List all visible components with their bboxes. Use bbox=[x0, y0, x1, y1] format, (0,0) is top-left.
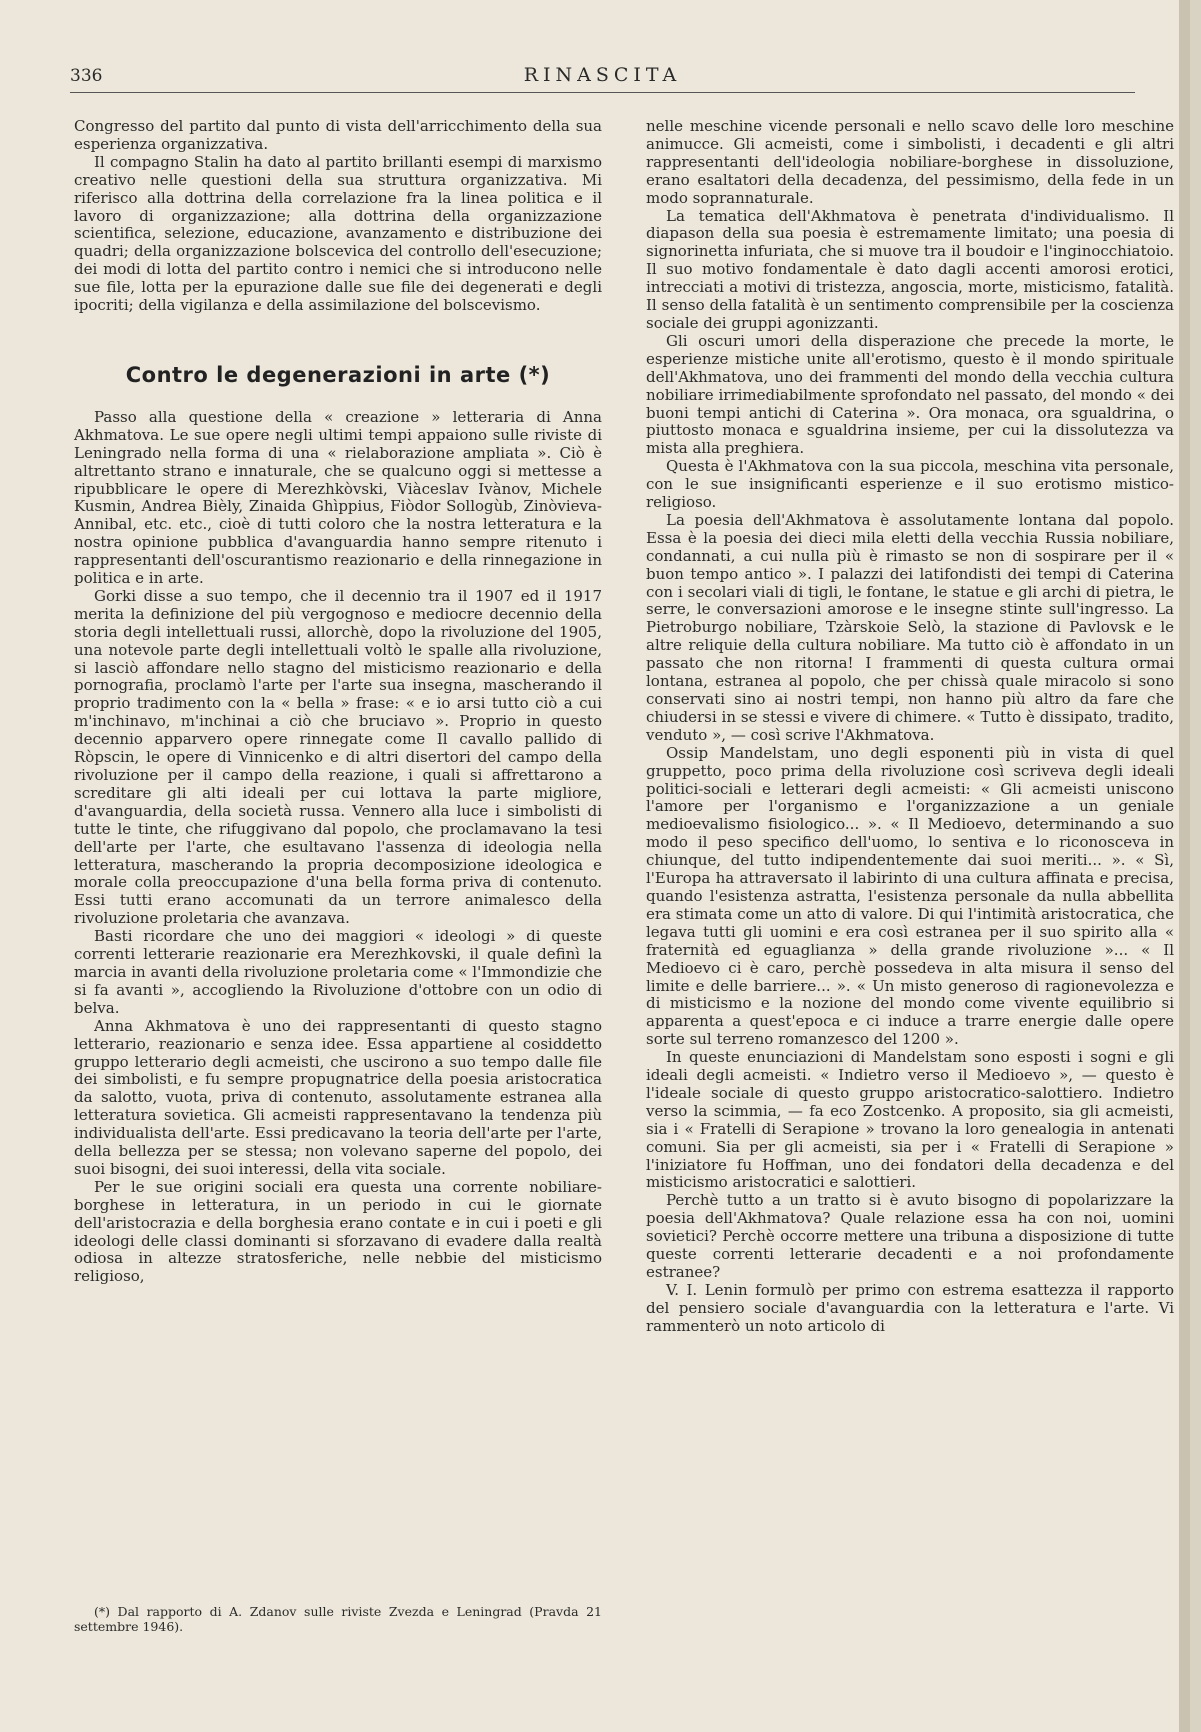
page-number: 336 bbox=[70, 66, 103, 86]
paragraph: La tematica dell'Akhmatova è penetrata d'individualismo. Il diapason della sua poesia è estremamente limitato; una poesia di signorinetta infuriata, che si muove tra il boudoir e l'inginocchiatoio. Il suo motivo fondamentale è dato dagli accenti amorosi erotici, intrecciati a motivi di tristezza, angoscia, morte, misticismo, fatalità. Il senso della fatalità è un sentimento comprensibile per la coscienza sociale dei gruppi agonizzanti. bbox=[646, 206, 1174, 332]
paragraph: Basti ricordare che uno dei maggiori « ideologi » di queste correnti letterarie reazionarie era Merezhkovski, il quale definì la marcia in avanti della rivoluzione proletaria come « l'Immondizie che si fa avanti », accogliendo la Rivoluzione d'ottobre con un odio di belva. bbox=[74, 927, 602, 1017]
paragraph: Anna Akhmatova è uno dei rappresentanti di questo stagno letterario, reazionario e senza idee. Essa appartiene al cosiddetto gruppo letterario degli acmeisti, che uscirono a suo tempo dalle file dei simbolisti, e fu sempre propugnatrice della poesia aristocratica da salotto, vuota, priva di contenuto, assolutamente estranea alla letteratura sovietica. Gli acmeisti rappresentavano la tendenza più individualista dell'arte. Essi predicavano la teoria dell'arte per l'arte, della bellezza per se stessa; non volevano saperne del popolo, dei suoi bisogni, dei suoi interessi, della vita sociale. bbox=[74, 1016, 602, 1178]
right-column bbox=[646, 118, 1174, 1336]
paragraph: Congresso del partito dal punto di vista dell'arricchimento della sua esperienza organizzativa. bbox=[74, 117, 602, 153]
paragraph: Passo alla questione della « creazione » letteraria di Anna Akhmatova. Le sue opere negli ultimi tempi appaiono sulle riviste di Leningrado nella forma di una « rielaborazione ampliata ». Ciò è altrettanto strano e innaturale, che se qualcuno oggi si mettesse a ripubblicare le opere di Merezhkòvski, Viàceslav Ivànov, Michele Kusmin, Andrea Bièly, Zinaida Ghìppius, Fiòdor Sollogùb, Zinòvieva-Annibal, etc. etc., cioè di tutti coloro che la nostra letteratura e la nostra opinione pubblica d'avanguardia hanno sempre ritenuto i rappresentanti dell'oscurantismo reazionario e della rinnegazione in politica e in arte. bbox=[74, 407, 602, 588]
page-edge bbox=[1179, 0, 1190, 1732]
footnote bbox=[74, 1604, 602, 1634]
section-title: Contro le degenerazioni in arte (*) bbox=[125, 362, 551, 387]
journal-title: RINASCITA bbox=[523, 64, 682, 86]
left-column bbox=[74, 118, 602, 1286]
paragraph: nelle meschine vicende personali e nello scavo delle loro meschine animucce. Gli acmeisti, come i simbolisti, i decadenti e gli altri rappresentanti dell'ideologia nobiliare-borghese in dissoluzione, erano esaltatori della decadenza, del pessimismo, della fede in un modo soprannaturale. bbox=[646, 117, 1174, 207]
footnote-text: (*) Dal rapporto di A. Zdanov sulle riviste Zvezda e Leningrad (Pravda 21 settembre 1946). bbox=[74, 1604, 602, 1634]
paragraph: Ossip Mandelstam, uno degli esponenti più in vista di quel gruppetto, poco prima della rivoluzione così scriveva degli ideali politici-sociali e letterari degli acmeisti: « Gli acmeisti uniscono l'amore per l'organismo e l'organizzazione a un geniale medioevalismo fisiologico... ». « Il Medioevo, determinando a suo modo il peso specifico dell'uomo, lo sentiva e lo riconosceva in chiunque, del tutto indipendentemente dai suoi meriti... ». « Sì, l'Europa ha attraversato il labirinto di una cultura affinata e precisa, quando l'esistenza astratta, l'esistenza personale da nulla abbellita era stimata come un atto di valore. Di qui l'intimità aristocratica, che legava tutti gli uomini e era così estranea per il suo spirito alla « fraternità ed eguaglianza » della grande rivoluzione »... « Il Medioevo ci è caro, perchè possedeva in alta misura il senso del limite e delle barriere... ». « Un misto generoso di ragionevolezza e di misticismo e la nozione del mondo come vivente equilibrio si apparenta a quest'epoca e ci induce a trarre energie dalle opere sorte sul terreno romanzesco del 1200 ». bbox=[646, 743, 1174, 1049]
paragraph: Il compagno Stalin ha dato al partito brillanti esempi di marxismo creativo nelle questioni della sua struttura organizzativa. Mi riferisco alla dottrina della correlazione fra la linea politica e il lavoro di organizzazione; alla dottrina della organizzazione scientifica, selezione, educazione, avanzamento e distribuzione dei quadri; della organizzazione bolscevica del controllo dell'esecuzione; dei modi di lotta del partito contro i nemici che si introducono nelle sue file, lotta per la epurazione dalle sue file dei degenerati e degli ipocriti; della vigilanza e della assimilazione del bolscevismo. bbox=[74, 152, 602, 315]
paragraph: Questa è l'Akhmatova con la sua piccola, meschina vita personale, con le sue insignificanti esperienze e il suo erotismo mistico-religioso. bbox=[646, 457, 1174, 512]
paragraph: Per le sue origini sociali era questa una corrente nobiliare-borghese in letteratura, in un periodo in cui le giornate dell'aristocrazia e della borghesia erano contate e in cui i poeti e gli ideologi delle classi dominanti si sforzavano di evadere dalla realtà odiosa in altezze stratosferiche, nelle nebbie del misticismo religioso, bbox=[74, 1177, 602, 1286]
paragraph: Gorki disse a suo tempo, che il decennio tra il 1907 ed il 1917 merita la definizione del più vergognoso e mediocre decennio della storia degli intellettuali russi, allorchè, dopo la rivoluzione del 1905, una notevole parte degli intellettuali voltò le spalle alla rivoluzione, si lasciò affondare nello stagno del misticismo reazionario e della pornografia, proclamò l'arte per l'arte sua insegna, mascherando il proprio tradimento con la « bella » frase: « e io arsi tutto ciò a cui m'inchinavo, m'inchinai a ciò che bruciavo ». Proprio in questo decennio apparvero opere rinnegate come Il cavallo pallido di Ròpscin, le opere di Vinnicenko e di altri disertori del campo della rivoluzione per il campo della reazione, i quali si affrettarono a screditare gli alti ideali per cui lottava la parte migliore, d'avanguardia, della società russa. Vennero alla luce i simbolisti di tutte le tinte, che rifuggivano dal popolo, che proclamavano la tesi dell'arte per l'arte, che esultavano l'assenza di ideologia nella letteratura, mascherando la propria decomposizione ideologica e morale colla preoccupazione d'una bella forma priva di contenuto. Essi tutti erano accomunati da un terrore animalesco della rivoluzione proletaria che avanzava. bbox=[74, 586, 602, 928]
page-header bbox=[70, 62, 1135, 93]
paragraph: Gli oscuri umori della disperazione che precede la morte, le esperienze mistiche unite all'erotismo, questo è il mondo spirituale dell'Akhmatova, uno dei frammenti del mondo della vecchia cultura nobiliare irrimediabilmente sprofondato nel passato, del mondo « dei buoni tempi antichi di Caterina ». Ora monaca, ora sgualdrina, o piuttosto monaca e sgualdrina insieme, per cui la dissolutezza va mista alla preghiera. bbox=[646, 331, 1174, 458]
paragraph: Perchè tutto a un tratto si è avuto bisogno di popolarizzare la poesia dell'Akhmatova? Quale relazione essa ha con noi, uomini sovietici? Perchè occorre mettere una tribuna a disposizione di tutte queste correnti letterarie decadenti e a noi profondamente estranee? bbox=[646, 1191, 1174, 1281]
paragraph: In queste enunciazioni di Mandelstam sono esposti i sogni e gli ideali degli acmeisti. « Indietro verso il Medioevo », — questo è l'ideale sociale di questo gruppo aristocratico-salottiero. Indietro verso la scimmia, — fa eco Zostcenko. A proposito, sia gli acmeisti, sia i « Fratelli di Serapione » trovano la loro genealogia in antenati comuni. Sia per gli acmeisti, sia per i « Fratelli di Serapione » l'iniziatore fu Hoffman, uno dei fondatori della decadenza e del misticismo aristocratici e salottieri. bbox=[646, 1048, 1174, 1192]
paragraph: La poesia dell'Akhmatova è assolutamente lontana dal popolo. Essa è la poesia dei dieci mila eletti della vecchia Russia nobiliare, condannati, a cui nulla più è rimasto se non di sospirare per il « buon tempo antico ». I palazzi dei latifondisti dei tempi di Caterina con i secolari viali di tigli, le fontane, le statue e gli archi di pietra, le serre, le conversazioni amorose e le insegne stinte sull'ingresso. La Pietroburgo nobiliare, Tzàrskoie Selò, la stazione di Pavlovsk e le altre reliquie della cultura nobiliare. Ma tutto ciò è affondato in un passato che non ritorna! I frammenti di questa cultura ormai lontana, estranea al popolo, che per chissà quale miracolo si sono conservati sino ai nostri tempi, non hanno più altro da fare che chiudersi in se stessi e vivere di chimere. « Tutto è dissipato, tradito, venduto », — così scrive l'Akhmatova. bbox=[646, 510, 1174, 744]
paragraph: V. I. Lenin formulò per primo con estrema esattezza il rapporto del pensiero sociale d'avanguardia con la letteratura e l'arte. Vi rammenterò un noto articolo di bbox=[646, 1280, 1174, 1335]
